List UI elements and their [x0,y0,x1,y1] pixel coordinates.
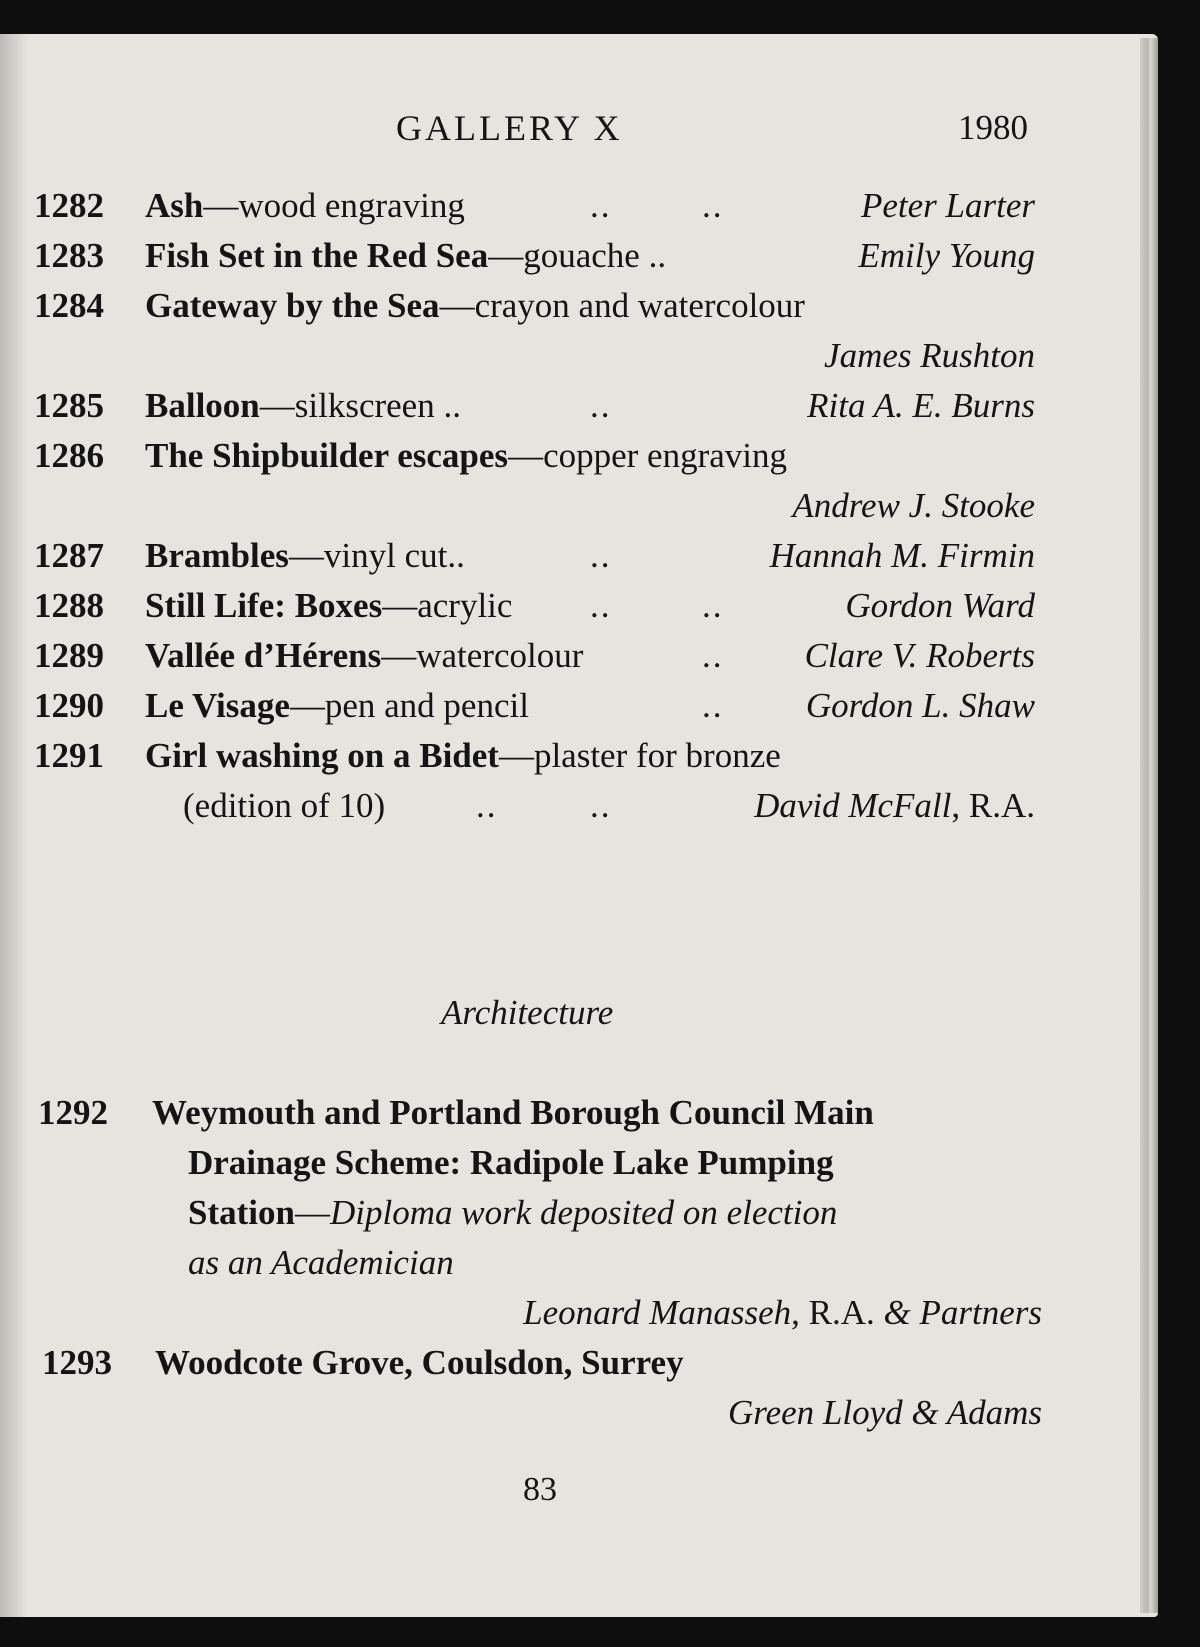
entry-artist: Clare V. Roberts [804,636,1035,675]
entry-title-line [145,436,787,476]
entry-title: Ash [145,186,204,225]
entry-number: 1285 [34,386,104,425]
page-year: 1980 [958,108,1028,147]
entry-medium: —acrylic [382,586,513,625]
artist-name: David McFall [754,786,952,825]
leader-dots: .. [702,686,724,725]
entry-title-line [145,536,465,576]
entry-medium: —crayon and watercolour [439,286,805,325]
entry-artist: Rita A. E. Burns [807,386,1035,425]
entry-number: 1293 [42,1343,112,1382]
entry-artist: Hannah M. Firmin [769,536,1035,575]
entry-number: 1288 [34,586,104,625]
entry-medium: —copper engraving [508,436,787,475]
page-edge [1140,38,1158,1613]
entry-number: 1291 [34,736,104,775]
entry-number: 1283 [34,236,104,275]
section-heading: Architecture [441,993,614,1032]
entry-edition: (edition of 10) [183,786,386,825]
entry-title: Le Visage [145,686,290,725]
entry-title: Girl washing on a Bidet [145,736,499,775]
entry-title: Weymouth and Portland Borough Council Main [152,1093,874,1132]
entry-number: 1292 [38,1093,108,1132]
entry-artist: Emily Young [858,236,1035,275]
leader-dots: .. [476,786,498,825]
entry-title-line [145,636,583,676]
entry-artist: Gordon L. Shaw [805,686,1035,725]
entry-title: Fish Set in the Red Sea [145,236,489,275]
entry-note: Diploma work deposited on election [329,1193,838,1232]
entry-artist: Gordon Ward [845,586,1035,625]
leader-dots: .. [702,186,724,225]
entry-title: Station [188,1193,295,1232]
leader-dots: .. [590,386,612,425]
entry-artist [523,1293,1042,1333]
entry-artist [754,786,1035,826]
entry-artist: Green Lloyd & Adams [727,1393,1042,1432]
entry-title-line [145,586,512,626]
entry-title: Still Life: Boxes [145,586,383,625]
entry-title-line [145,386,461,426]
entry-title: Balloon [145,386,260,425]
entry-title-line [145,286,805,326]
entry-title: Drainage Scheme: Radipole Lake Pumping [188,1143,834,1182]
entry-title-line [188,1193,837,1233]
entry-artist: Andrew J. Stooke [792,486,1035,525]
entry-number: 1284 [34,286,104,325]
entry-note: as an Academician [188,1243,454,1282]
artist-name: Leonard Manasseh [523,1293,792,1332]
entry-medium: —wood engraving [203,186,465,225]
page-shadow [0,34,28,1617]
entry-medium: —watercolour [381,636,584,675]
entry-number: 1290 [34,686,104,725]
entry-title-line [145,186,465,226]
entry-title-line [145,736,781,776]
entry-medium: —vinyl cut.. [288,536,465,575]
entry-title: Vallée d’Hérens [145,636,382,675]
entry-medium: —gouache .. [488,236,667,275]
entry-title: Gateway by the Sea [145,286,440,325]
leader-dots: .. [702,586,724,625]
artist-partners: & Partners [883,1293,1042,1332]
entry-number: 1287 [34,536,104,575]
entry-artist: James Rushton [824,336,1035,375]
entry-dash: — [294,1193,330,1232]
leader-dots: .. [590,186,612,225]
artist-honours: , R.A. [791,1293,884,1332]
page-title: GALLERY X [396,108,623,148]
entry-title: Brambles [145,536,289,575]
leader-dots: .. [590,786,612,825]
leader-dots: .. [702,636,724,675]
entry-number: 1282 [34,186,104,225]
entry-title: Woodcote Grove, Coulsdon, Surrey [155,1343,684,1382]
entry-artist: Peter Larter [860,186,1035,225]
artist-honours: , R.A. [951,786,1035,825]
entry-title-line [145,686,529,726]
entry-title-line [145,236,666,276]
entry-title: The Shipbuilder escapes [145,436,509,475]
entry-medium: —plaster for bronze [498,736,781,775]
entry-number: 1289 [34,636,104,675]
leader-dots: .. [590,536,612,575]
entry-medium: —pen and pencil [289,686,529,725]
entry-number: 1286 [34,436,104,475]
page-number: 83 [523,1471,557,1508]
entry-medium: —silkscreen .. [259,386,461,425]
leader-dots: .. [590,586,612,625]
